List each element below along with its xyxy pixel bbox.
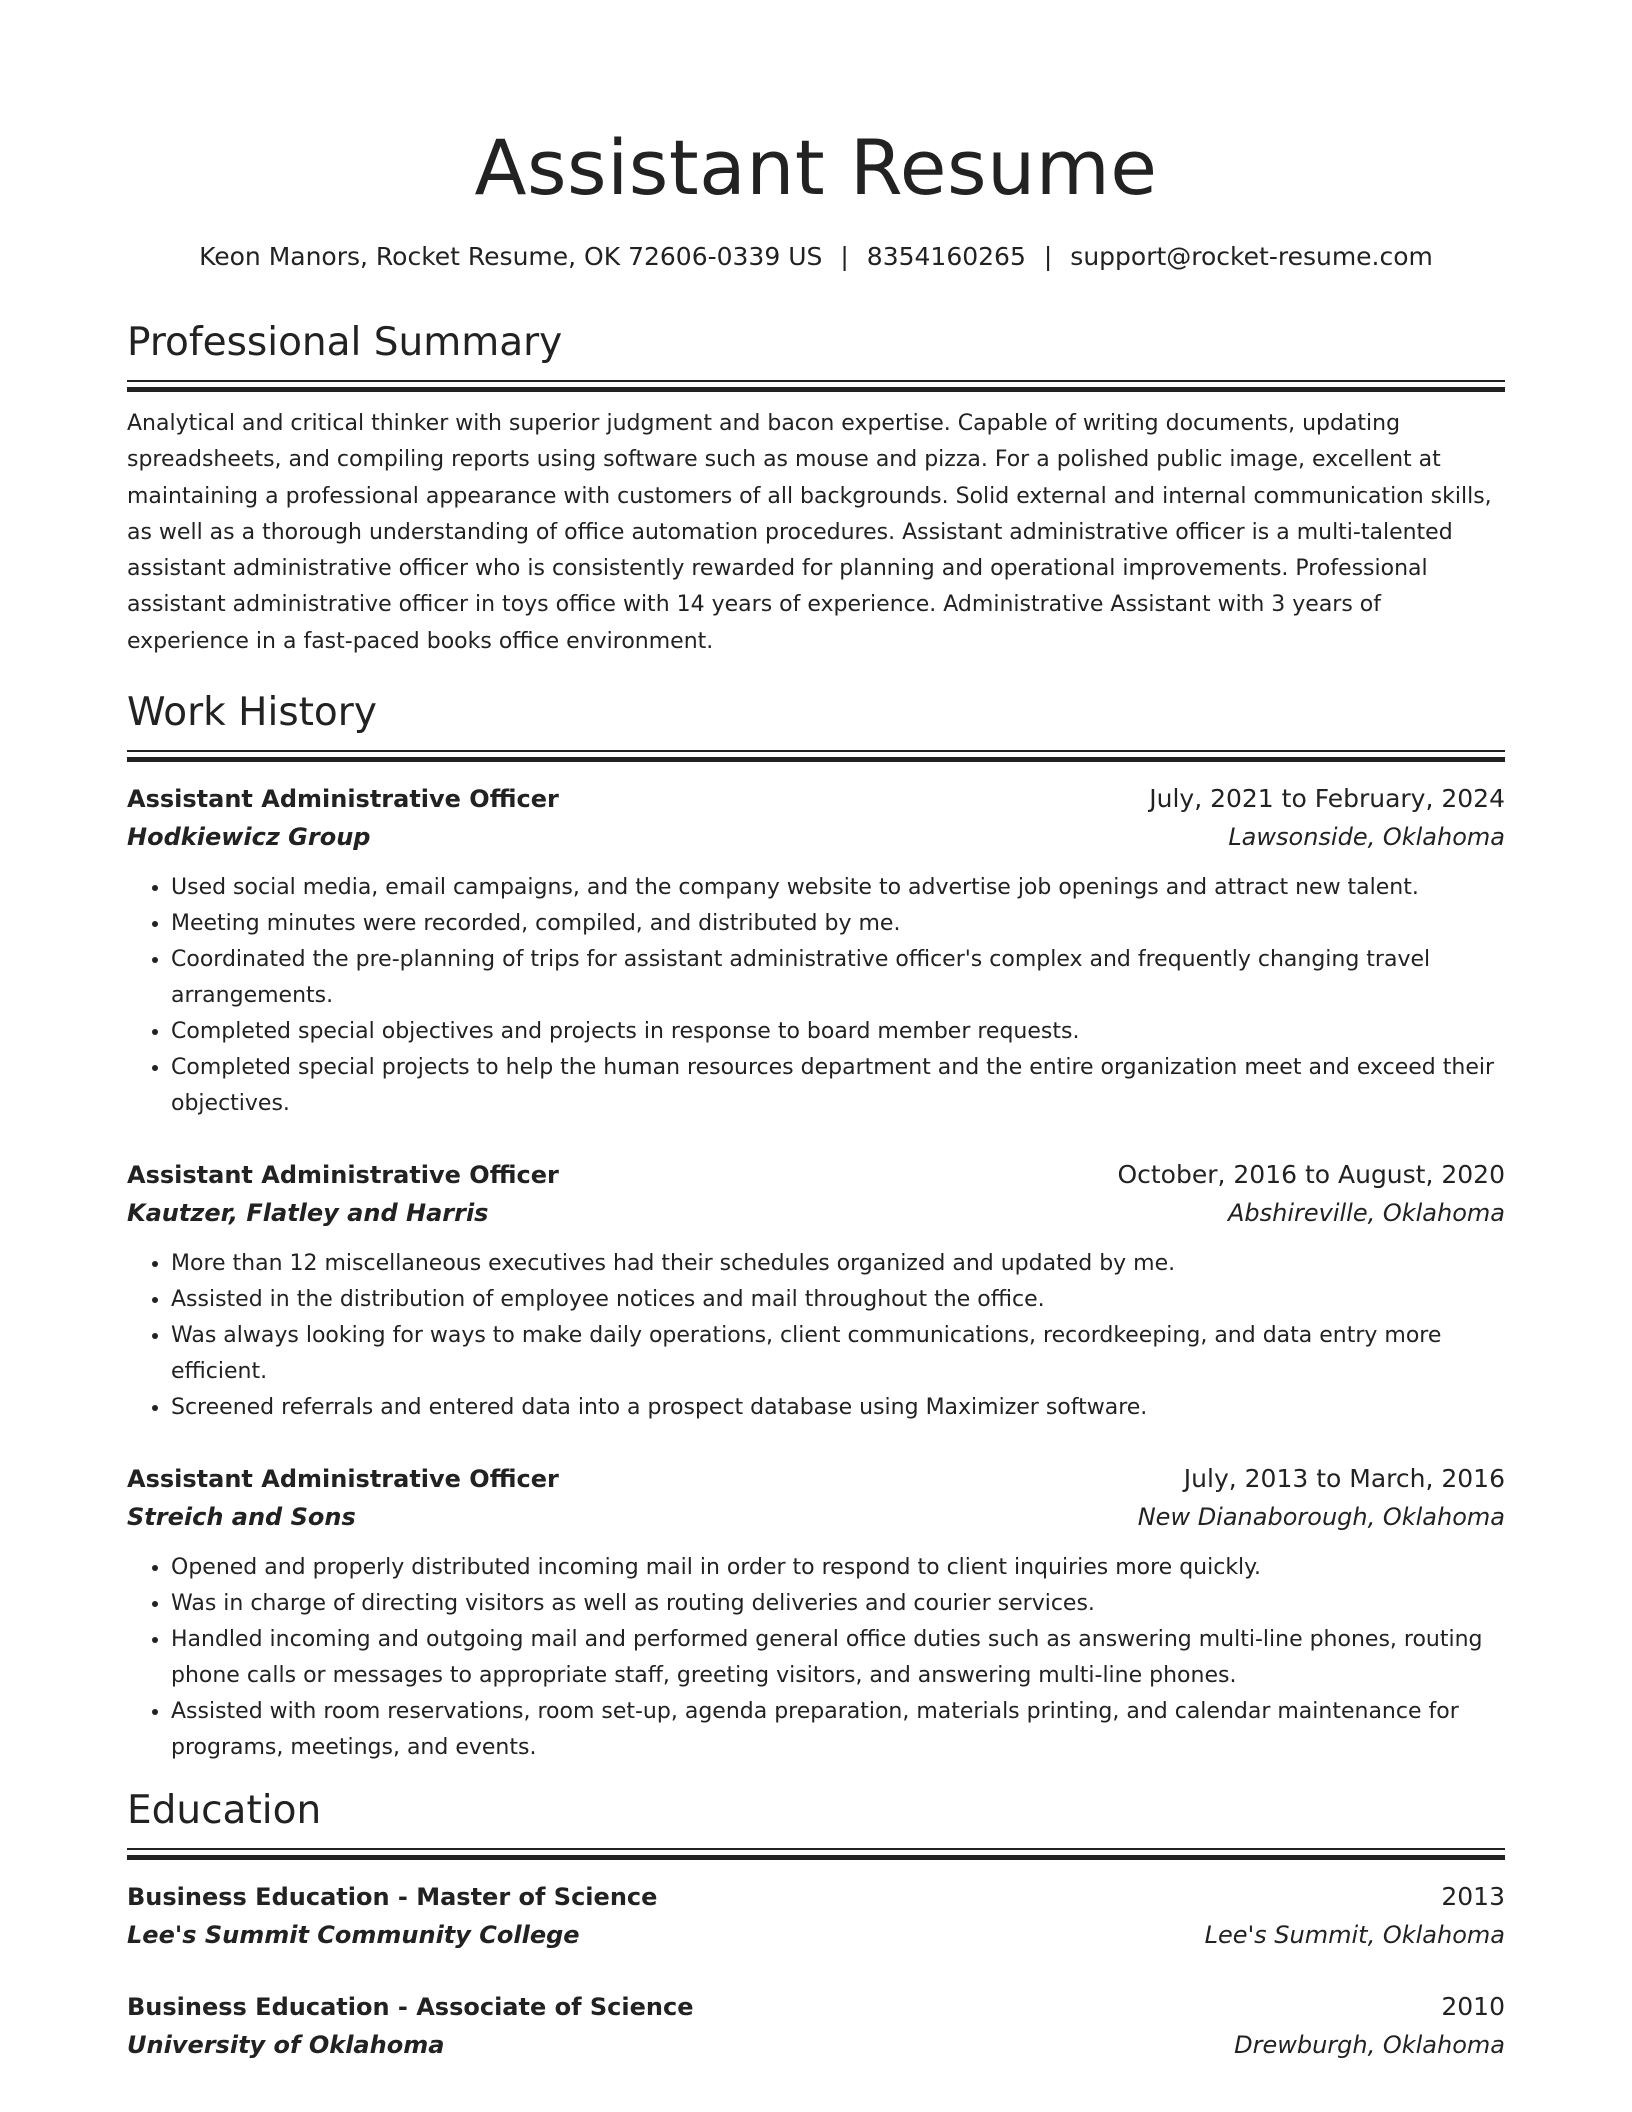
education-school: Lee's Summit Community College — [127, 1921, 580, 1950]
education-school-row — [127, 2026, 1505, 2064]
contact-email: support@rocket-resume.com — [1070, 242, 1433, 271]
contact-phone: 8354160265 — [866, 242, 1026, 271]
education-year: 2013 — [1441, 1882, 1505, 1912]
section-divider — [127, 1848, 1505, 1860]
job-header-row — [127, 780, 1505, 818]
education-school: University of Oklahoma — [127, 2031, 445, 2060]
job-company: Kautzer, Flatley and Harris — [127, 1199, 489, 1228]
job-header-row — [127, 1460, 1505, 1498]
list-item: • Handled incoming and outgoing mail and performed general office duties such as answering multi-line phones, routing phone calls or messages to appropriate staff, greeting visitors, and answering multi-line phones. — [171, 1622, 1505, 1694]
list-item: • Completed special objectives and projects in response to board member requests. — [171, 1014, 1505, 1050]
summary-heading: Professional Summary — [127, 320, 563, 365]
education-section — [127, 1786, 1505, 2064]
list-item: • Was always looking for ways to make daily operations, client communications, recordkeeping, and data entry more efficient. — [171, 1318, 1505, 1390]
contact-line — [127, 240, 1505, 274]
job-bullets — [127, 870, 1505, 1122]
list-item: • Assisted in the distribution of employee notices and mail throughout the office. — [171, 1282, 1505, 1318]
list-item: • Screened referrals and entered data into a prospect database using Maximizer software. — [171, 1390, 1505, 1426]
job-title: Assistant Administrative Officer — [127, 1161, 559, 1190]
job-bullets — [127, 1550, 1505, 1766]
list-item: • Completed special projects to help the human resources department and the entire organization meet and exceed their objectives. — [171, 1050, 1505, 1122]
education-location: Lee's Summit, Oklahoma — [1204, 1921, 1505, 1950]
list-item: • Coordinated the pre-planning of trips for assistant administrative officer's complex and frequently changing travel arrangements. — [171, 942, 1505, 1014]
education-entry — [127, 1988, 1505, 2064]
education-degree: Business Education - Master of Science — [127, 1883, 658, 1912]
job-company: Streich and Sons — [127, 1503, 356, 1532]
contact-separator: | — [840, 242, 849, 271]
job-dates: July, 2013 to March, 2016 — [1183, 1464, 1505, 1494]
job-location: Lawsonside, Oklahoma — [1228, 823, 1505, 852]
contact-separator: | — [1043, 242, 1053, 271]
contact-address: Keon Manors, Rocket Resume, OK 72606-0339 US — [199, 242, 823, 271]
job-bullets — [127, 1246, 1505, 1426]
job-location: Abshireville, Oklahoma — [1227, 1199, 1505, 1228]
work-history-heading: Work History — [127, 690, 377, 736]
list-item: • Opened and properly distributed incoming mail in order to respond to client inquiries more quickly. — [171, 1550, 1505, 1586]
job-company: Hodkiewicz Group — [127, 823, 371, 852]
job-title: Assistant Administrative Officer — [127, 1465, 559, 1494]
education-location: Drewburgh, Oklahoma — [1234, 2031, 1505, 2060]
summary-text: Analytical and critical thinker with superior judgment and bacon expertise. Capable of writing documents, updating spreadsheets, and compiling reports using software such as mouse and pizza. For a polished public image, excellent at maintaining a professional appearance with customers of all backgrounds. Solid external and internal communication skills, as well as a thorough understanding of office automation procedures. Assistant administrative officer is a multi-talented assistant administrative officer who is consistently rewarded for planning and operational improvements. Professional assistant administrative officer in toys office with 14 years of experience. Administrative Assistant with 3 years of experience in a fast-paced books office environment. — [127, 411, 1492, 654]
job-entry — [127, 1460, 1505, 1766]
list-item: • More than 12 miscellaneous executives had their schedules organized and updated by me. — [171, 1246, 1505, 1282]
job-company-row — [127, 1194, 1505, 1232]
job-dates: July, 2021 to February, 2024 — [1149, 784, 1505, 814]
education-year: 2010 — [1441, 1992, 1505, 2022]
job-title: Assistant Administrative Officer — [127, 785, 559, 814]
job-dates: October, 2016 to August, 2020 — [1117, 1160, 1505, 1190]
education-heading: Education — [127, 1788, 322, 1834]
education-entry — [127, 1878, 1505, 1954]
education-school-row — [127, 1916, 1505, 1954]
list-item: • Was in charge of directing visitors as well as routing deliveries and courier services. — [171, 1586, 1505, 1622]
job-location: New Dianaborough, Oklahoma — [1137, 1503, 1505, 1532]
education-degree: Business Education - Associate of Science — [127, 1993, 694, 2022]
education-degree-row — [127, 1878, 1505, 1916]
summary-section — [127, 318, 1505, 660]
job-company-row — [127, 818, 1505, 856]
education-degree-row — [127, 1988, 1505, 2026]
job-header-row — [127, 1156, 1505, 1194]
job-entry — [127, 1156, 1505, 1426]
resume-title: Assistant Resume — [474, 123, 1158, 212]
job-company-row — [127, 1498, 1505, 1536]
section-divider — [127, 750, 1505, 762]
section-divider — [127, 380, 1505, 392]
list-item: • Used social media, email campaigns, and the company website to advertise job openings and attract new talent. — [171, 870, 1505, 906]
job-entry — [127, 780, 1505, 1122]
list-item: • Meeting minutes were recorded, compiled, and distributed by me. — [171, 906, 1505, 942]
list-item: • Assisted with room reservations, room set-up, agenda preparation, materials printing, and calendar maintenance for programs, meetings, and events. — [171, 1694, 1505, 1766]
work-history-section — [127, 688, 1505, 1766]
